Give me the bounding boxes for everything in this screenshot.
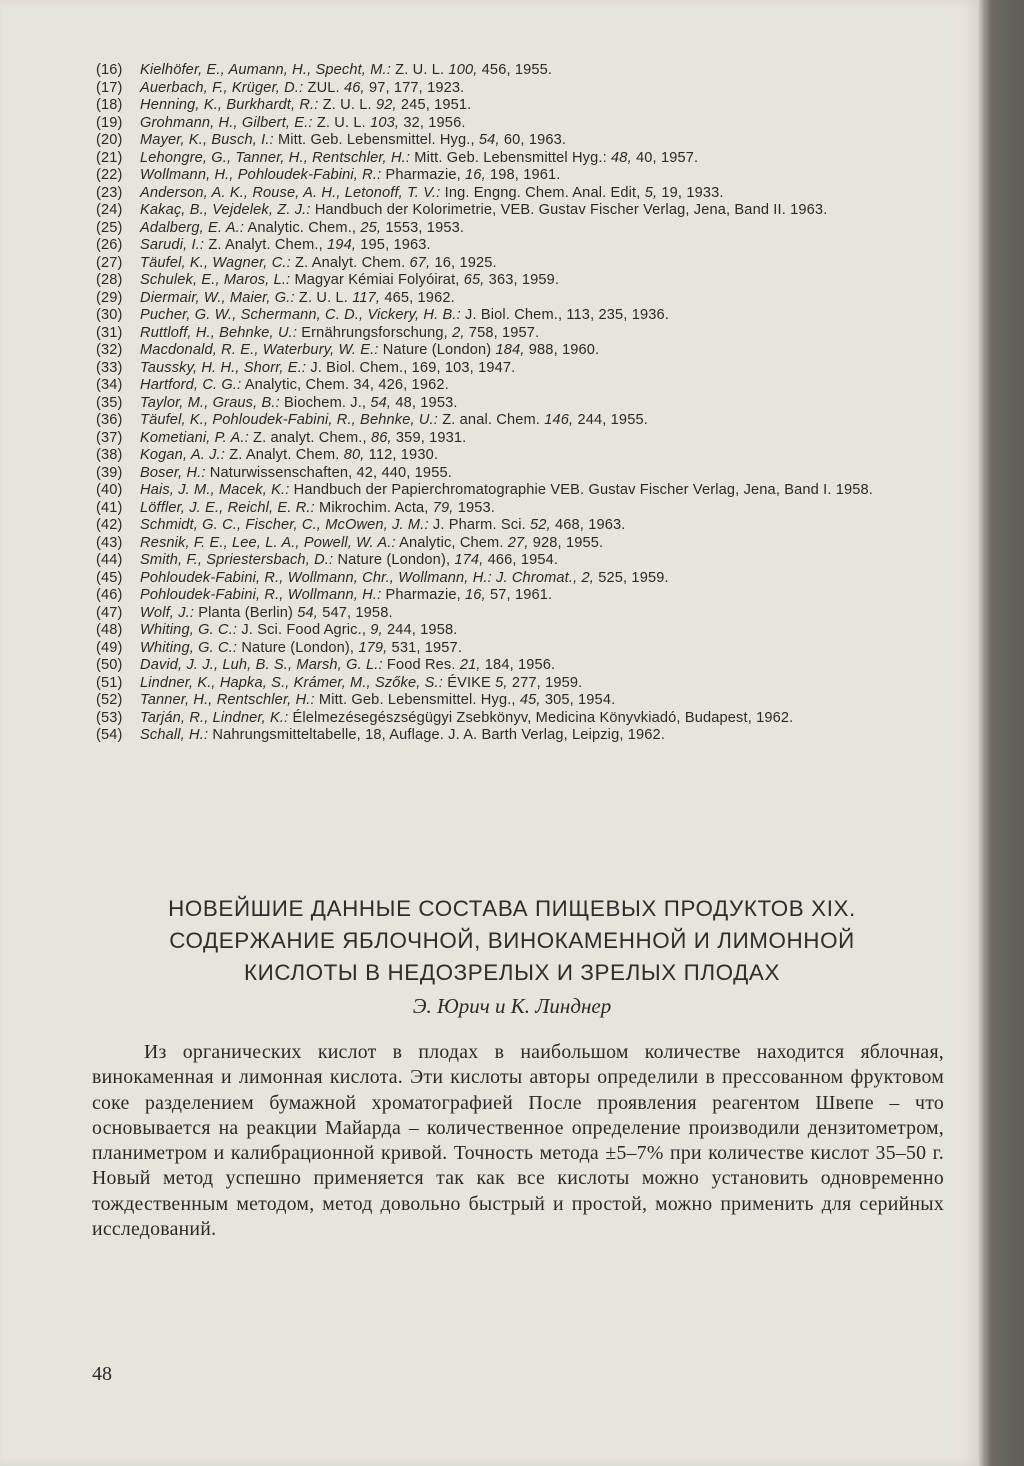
reference-item <box>96 675 956 693</box>
reference-item <box>96 395 956 413</box>
reference-number: (54) <box>96 727 123 743</box>
reference-source: ZUL. <box>307 79 340 96</box>
reference-pages-year: 466, 1954. <box>487 552 559 568</box>
reference-authors: Grohmann, H., Gilbert, E.: <box>140 114 313 131</box>
reference-volume: 100, <box>448 62 478 78</box>
reference-number: (42) <box>96 517 123 533</box>
reference-item <box>96 465 956 483</box>
reference-source: Analytic. Chem., <box>247 219 357 236</box>
reference-source: Mitt. Geb. Lebensmittel. Hyg., <box>277 132 475 148</box>
reference-authors: Tanner, H., Rentschler, H.: <box>140 692 315 708</box>
reference-source: Mitt. Geb. Lebensmittel Hyg.: <box>414 149 607 166</box>
reference-number: (49) <box>96 639 123 656</box>
reference-authors: Pucher, G. W., Schermann, C. D., Vickery, H. B.: <box>140 307 461 323</box>
reference-volume: 25, <box>360 219 382 236</box>
article-authors: Э. Юрич и К. Линднер <box>412 994 612 1018</box>
reference-authors: Hais, J. M., Macek, K.: <box>140 482 290 498</box>
reference-pages-year: 1553, 1953. <box>385 219 465 236</box>
reference-text <box>140 150 956 168</box>
reference-text <box>140 692 956 710</box>
reference-source: Mikrochim. Acta, <box>319 499 429 516</box>
reference-authors: Pohloudek-Fabini, R., Wollmann, H.: <box>140 587 382 603</box>
reference-text <box>140 500 956 518</box>
reference-item <box>96 220 956 238</box>
reference-number: (39) <box>96 464 123 481</box>
reference-number: (40) <box>96 482 123 498</box>
reference-number: (45) <box>96 569 123 586</box>
reference-source: Nature (London), <box>337 552 451 568</box>
reference-volume: 80, <box>343 447 365 463</box>
reference-pages-year: 112, 1930. <box>368 447 439 463</box>
reference-number: (22) <box>96 167 123 183</box>
reference-authors: Kielhöfer, E., Aumann, H., Specht, M.: <box>140 62 391 78</box>
reference-item <box>96 692 956 710</box>
reference-text <box>140 255 956 273</box>
reference-volume: 5, <box>495 674 508 691</box>
reference-pages-year: 465, 1962. <box>384 289 455 306</box>
reference-volume: 2, <box>581 569 594 586</box>
reference-number: (38) <box>96 447 123 463</box>
reference-volume: 16, <box>465 587 486 603</box>
reference-item <box>96 430 956 448</box>
reference-pages-year: 758, 1957. <box>468 324 540 341</box>
reference-number: (47) <box>96 604 123 621</box>
reference-item <box>96 535 956 553</box>
reference-volume: 179, <box>358 639 388 656</box>
reference-authors: Macdonald, R. E., Waterbury, W. E.: <box>140 342 379 358</box>
reference-item <box>96 710 956 728</box>
reference-pages-year: 48, 1953. <box>395 394 458 411</box>
reference-authors: Taylor, M., Graus, B.: <box>140 394 280 411</box>
reference-pages-year: 195, 1963. <box>360 237 431 253</box>
reference-item <box>96 62 956 80</box>
reference-source: ÉVIKE <box>447 674 491 691</box>
reference-pages-year: 244, 1958. <box>386 622 458 638</box>
reference-source: Z. anal. Chem. <box>442 412 540 428</box>
reference-source: Handbuch der Kolorimetrie, VEB. Gustav Fischer Verlag, Jena, Band II. 1963. <box>314 202 828 218</box>
reference-authors: Schmidt, G. C., Fischer, C., McOwen, J. M.: <box>140 517 429 533</box>
reference-source: Z. analyt. Chem., <box>253 429 367 446</box>
reference-volume: 86, <box>370 429 392 446</box>
reference-text <box>140 657 956 675</box>
reference-number: (31) <box>96 324 123 341</box>
reference-number: (36) <box>96 412 123 428</box>
reference-text <box>140 447 956 465</box>
reference-number: (41) <box>96 499 123 516</box>
reference-number: (16) <box>96 62 123 78</box>
reference-item <box>96 342 956 360</box>
reference-pages-year: 928, 1955. <box>532 534 604 551</box>
reference-source: Nahrungsmitteltabelle, 18, Auflage. J. A. Barth Verlag, Leipzig, 1962. <box>212 727 666 743</box>
reference-source: Mitt. Geb. Lebensmittel. Hyg., <box>318 692 516 708</box>
reference-source: Élelmezésegészségügyi Zsebkönyv, Medicina Könyvkiadó, Budapest, 1962. <box>292 709 794 726</box>
reference-source: Nature (London) <box>382 342 492 358</box>
reference-text <box>140 342 956 360</box>
reference-authors: Kometiani, P. A.: <box>140 429 249 446</box>
reference-volume: 184, <box>495 342 525 358</box>
reference-text <box>140 62 956 80</box>
reference-item <box>96 290 956 308</box>
reference-number: (32) <box>96 342 123 358</box>
reference-authors: Sarudi, I.: <box>140 237 205 253</box>
reference-source: Analytic, Chem. <box>399 534 504 551</box>
reference-text <box>140 360 956 378</box>
reference-item <box>96 727 956 745</box>
reference-source: J. Sci. Food Agric., <box>241 622 367 638</box>
reference-source: Ernährungsforschung, <box>301 324 448 341</box>
reference-text <box>140 465 956 483</box>
reference-text <box>140 132 956 150</box>
reference-authors: Pohloudek-Fabini, R., Wollmann, Chr., Wollmann, H.: J. Chromat., <box>140 569 578 586</box>
reference-text <box>140 290 956 308</box>
reference-volume: 67, <box>409 254 431 271</box>
reference-authors: Kogan, A. J.: <box>140 447 225 463</box>
reference-volume: 27, <box>507 534 529 551</box>
reference-text <box>140 727 956 745</box>
reference-authors: Schall, H.: <box>140 727 209 743</box>
reference-pages-year: 363, 1959. <box>488 272 560 288</box>
reference-authors: Resnik, F. E., Lee, L. A., Powell, W. A.: <box>140 534 396 551</box>
reference-item <box>96 307 956 325</box>
article-title-line: КИСЛОТЫ В НЕДОЗРЕЛЫХ И ЗРЕЛЫХ ПЛОДАХ <box>243 960 780 985</box>
reference-authors: Whiting, G. C.: <box>140 622 238 638</box>
reference-number: (24) <box>96 202 123 218</box>
reference-authors: David, J. J., Luh, B. S., Marsh, G. L.: <box>140 657 383 673</box>
reference-text <box>140 395 956 413</box>
reference-volume: 117, <box>352 289 381 306</box>
reference-volume: 54, <box>370 394 392 411</box>
reference-volume: 92, <box>375 97 397 113</box>
reference-volume: 54, <box>478 132 500 148</box>
reference-volume: 194, <box>327 237 357 253</box>
reference-authors: Henning, K., Burkhardt, R.: <box>140 97 319 113</box>
reference-number: (37) <box>96 429 123 446</box>
reference-volume: 9, <box>370 622 383 638</box>
reference-authors: Hartford, C. G.: <box>140 377 242 393</box>
reference-source: Pharmazie, <box>385 587 461 603</box>
reference-item <box>96 517 956 535</box>
reference-pages-year: 988, 1960. <box>528 342 600 358</box>
reference-source: Naturwissenschaften, 42, 440, 1955. <box>209 464 452 481</box>
reference-item <box>96 552 956 570</box>
reference-pages-year: 16, 1925. <box>434 254 497 271</box>
reference-source: Ing. Engng. Chem. Anal. Edit, <box>444 184 641 201</box>
reference-authors: Mayer, K., Busch, I.: <box>140 132 274 148</box>
reference-authors: Taussky, H. H., Shorr, E.: <box>140 359 307 376</box>
reference-pages-year: 456, 1955. <box>481 62 553 78</box>
reference-text <box>140 272 956 290</box>
reference-pages-year: 184, 1956. <box>484 657 556 673</box>
reference-number: (33) <box>96 359 123 376</box>
reference-item <box>96 167 956 185</box>
reference-source: Z. U. L. <box>395 62 445 78</box>
reference-item <box>96 272 956 290</box>
reference-number: (29) <box>96 289 123 306</box>
reference-authors: Schulek, E., Maros, L.: <box>140 272 291 288</box>
reference-number: (53) <box>96 709 123 726</box>
reference-text <box>140 482 956 500</box>
page-number: 48 <box>92 1363 112 1385</box>
reference-pages-year: 40, 1957. <box>636 149 699 166</box>
reference-pages-year: 198, 1961. <box>490 167 561 183</box>
reference-source: J. Biol. Chem., 113, 235, 1936. <box>465 307 669 323</box>
reference-text <box>140 307 956 325</box>
reference-pages-year: 32, 1956. <box>403 114 466 131</box>
reference-source: Z. U. L. <box>322 97 372 113</box>
reference-source: Nature (London), <box>241 639 355 656</box>
reference-item <box>96 255 956 273</box>
reference-pages-year: 277, 1959. <box>511 674 583 691</box>
reference-item <box>96 447 956 465</box>
reference-pages-year: 19, 1933. <box>661 184 724 201</box>
reference-volume: 103, <box>370 114 400 131</box>
reference-text <box>140 675 956 693</box>
reference-authors: Boser, H.: <box>140 464 206 481</box>
reference-volume: 79, <box>432 499 454 516</box>
reference-text <box>140 220 956 238</box>
reference-authors: Täufel, K., Wagner, C.: <box>140 254 291 271</box>
reference-number: (26) <box>96 237 123 253</box>
reference-volume: 52, <box>530 517 551 533</box>
reference-text <box>140 430 956 448</box>
reference-volume: 54, <box>297 604 318 621</box>
reference-item <box>96 80 956 98</box>
reference-authors: Täufel, K., Pohloudek-Fabini, R., Behnke, U.: <box>140 412 438 428</box>
reference-text <box>140 80 956 98</box>
reference-text <box>140 570 956 588</box>
reference-text <box>140 115 956 133</box>
reference-authors: Ruttloff, H., Behnke, U.: <box>140 324 298 341</box>
reference-number: (19) <box>96 114 123 131</box>
reference-number: (34) <box>96 377 123 393</box>
reference-number: (25) <box>96 219 123 236</box>
reference-text <box>140 412 956 430</box>
reference-text <box>140 587 956 605</box>
reference-item <box>96 377 956 395</box>
reference-pages-year: 57, 1961. <box>490 587 553 603</box>
reference-source: Z. U. L. <box>298 289 348 306</box>
reference-pages-year: 547, 1958. <box>322 604 393 621</box>
reference-source: Z. U. L. <box>316 114 366 131</box>
reference-item <box>96 500 956 518</box>
reference-volume: 45, <box>519 692 541 708</box>
reference-volume: 5, <box>644 184 658 201</box>
reference-authors: Lindner, K., Hapka, S., Krámer, M., Szőke, S.: <box>140 674 443 691</box>
reference-source: Handbuch der Papierchromatographie VEB. Gustav Fischer Verlag, Jena, Band I. 1958. <box>293 482 873 498</box>
reference-source: Magyar Kémiai Folyóirat, <box>294 272 460 288</box>
reference-authors: Anderson, A. K., Rouse, A. H., Letonoff, T. V.: <box>140 184 441 201</box>
reference-text <box>140 97 956 115</box>
reference-text <box>140 517 956 535</box>
reference-text <box>140 640 956 658</box>
reference-item <box>96 657 956 675</box>
reference-number: (20) <box>96 132 123 148</box>
article-title <box>60 893 964 989</box>
reference-number: (28) <box>96 272 123 288</box>
reference-item <box>96 325 956 343</box>
reference-authors: Wollmann, H., Pohloudek-Fabini, R.: <box>140 167 382 183</box>
reference-item <box>96 237 956 255</box>
reference-list <box>96 62 956 745</box>
reference-authors: Smith, F., Spriestersbach, D.: <box>140 552 334 568</box>
reference-item <box>96 360 956 378</box>
reference-authors: Tarján, R., Lindner, K.: <box>140 709 289 726</box>
reference-authors: Adalberg, E. A.: <box>140 219 245 236</box>
reference-pages-year: 531, 1957. <box>391 639 463 656</box>
reference-item <box>96 185 956 203</box>
reference-item <box>96 482 956 500</box>
reference-number: (35) <box>96 394 123 411</box>
reference-number: (30) <box>96 307 123 323</box>
reference-number: (46) <box>96 587 123 603</box>
reference-item <box>96 570 956 588</box>
reference-volume: 48, <box>611 149 632 166</box>
reference-pages-year: 60, 1963. <box>503 132 567 148</box>
reference-source: Food Res. <box>386 657 456 673</box>
reference-item <box>96 202 956 220</box>
reference-pages-year: 97, 177, 1923. <box>368 79 465 96</box>
article-title-line: СОДЕРЖАНИЕ ЯБЛОЧНОЙ, ВИНОКАМЕННОЙ И ЛИМОННОЙ <box>169 928 855 953</box>
article-title-line: НОВЕЙШИЕ ДАННЫЕ СОСТАВА ПИЩЕВЫХ ПРОДУКТОВ XIX. <box>168 896 856 921</box>
reference-volume: 174, <box>454 552 484 568</box>
reference-number: (23) <box>96 184 123 201</box>
reference-number: (18) <box>96 97 123 113</box>
reference-text <box>140 552 956 570</box>
reference-item <box>96 622 956 640</box>
reference-number: (17) <box>96 79 123 96</box>
reference-authors: Löffler, J. E., Reichl, E. R.: <box>140 499 315 516</box>
reference-number: (43) <box>96 534 123 551</box>
reference-authors: Auerbach, F., Krüger, D.: <box>140 79 304 96</box>
page-edge-shadow <box>978 0 1024 1466</box>
reference-pages-year: 525, 1959. <box>598 569 669 586</box>
reference-source: Z. Analyt. Chem., <box>208 237 323 253</box>
reference-authors: Wolf, J.: <box>140 604 195 621</box>
reference-text <box>140 622 956 640</box>
reference-text <box>140 377 956 395</box>
reference-pages-year: 305, 1954. <box>544 692 616 708</box>
reference-volume: 65, <box>463 272 485 288</box>
reference-text <box>140 237 956 255</box>
reference-volume: 21, <box>459 657 481 673</box>
reference-source: Pharmazie, <box>385 167 461 183</box>
reference-source: J. Pharm. Sci. <box>432 517 526 533</box>
reference-authors: Kakaç, B., Vejdelek, Z. J.: <box>140 202 311 218</box>
reference-volume: 146, <box>544 412 574 428</box>
reference-text <box>140 535 956 553</box>
reference-number: (27) <box>96 254 123 271</box>
reference-source: J. Biol. Chem., 169, 103, 1947. <box>310 359 516 376</box>
reference-item <box>96 97 956 115</box>
reference-authors: Whiting, G. C.: <box>140 639 238 656</box>
reference-pages-year: 1953. <box>457 499 495 516</box>
reference-number: (50) <box>96 657 123 673</box>
reference-volume: 2, <box>452 324 465 341</box>
reference-item <box>96 150 956 168</box>
reference-text <box>140 710 956 728</box>
reference-source: Analytic, Chem. 34, 426, 1962. <box>244 377 449 393</box>
reference-volume: 16, <box>465 167 486 183</box>
article-abstract: Из органических кислот в плодах в наибольшом количестве находится яблочная, винокаменная и лимонная кислота. Эти кислоты авторы определили в прессованном фруктовом соке разделением бумажной хроматографией После проявления реагентом Швепе – что основывается на реакции Майарда – количественное определение производили дензитометром, планиметром и калибрационной кривой. Точность метода ±5–7% при количестве кислот 35–50 г. Новый метод успешно применяется так как все кислоты можно установить одновременно тождественным методом, метод довольно быстрый и простой, можно применить для серийных исследований. <box>92 1041 944 1241</box>
reference-text <box>140 202 956 220</box>
reference-number: (51) <box>96 674 123 691</box>
reference-item <box>96 587 956 605</box>
reference-source: Biochem. J., <box>284 394 367 411</box>
reference-pages-year: 245, 1951. <box>400 97 472 113</box>
reference-text <box>140 605 956 623</box>
reference-text <box>140 167 956 185</box>
reference-source: Z. Analyt. Chem. <box>229 447 340 463</box>
reference-item <box>96 412 956 430</box>
reference-number: (48) <box>96 622 123 638</box>
reference-authors: Lehongre, G., Tanner, H., Rentschler, H.: <box>140 149 411 166</box>
reference-number: (52) <box>96 692 123 708</box>
reference-source: Planta (Berlin) <box>198 604 293 621</box>
reference-number: (21) <box>96 149 123 166</box>
reference-item <box>96 640 956 658</box>
reference-source: Z. Analyt. Chem. <box>295 254 406 271</box>
reference-item <box>96 132 956 150</box>
reference-pages-year: 244, 1955. <box>577 412 648 428</box>
reference-text <box>140 185 956 203</box>
reference-pages-year: 359, 1931. <box>395 429 467 446</box>
reference-authors: Diermair, W., Maier, G.: <box>140 289 295 306</box>
reference-number: (44) <box>96 552 123 568</box>
reference-volume: 46, <box>343 79 365 96</box>
reference-pages-year: 468, 1963. <box>555 517 626 533</box>
reference-item <box>96 605 956 623</box>
reference-text <box>140 325 956 343</box>
reference-item <box>96 115 956 133</box>
